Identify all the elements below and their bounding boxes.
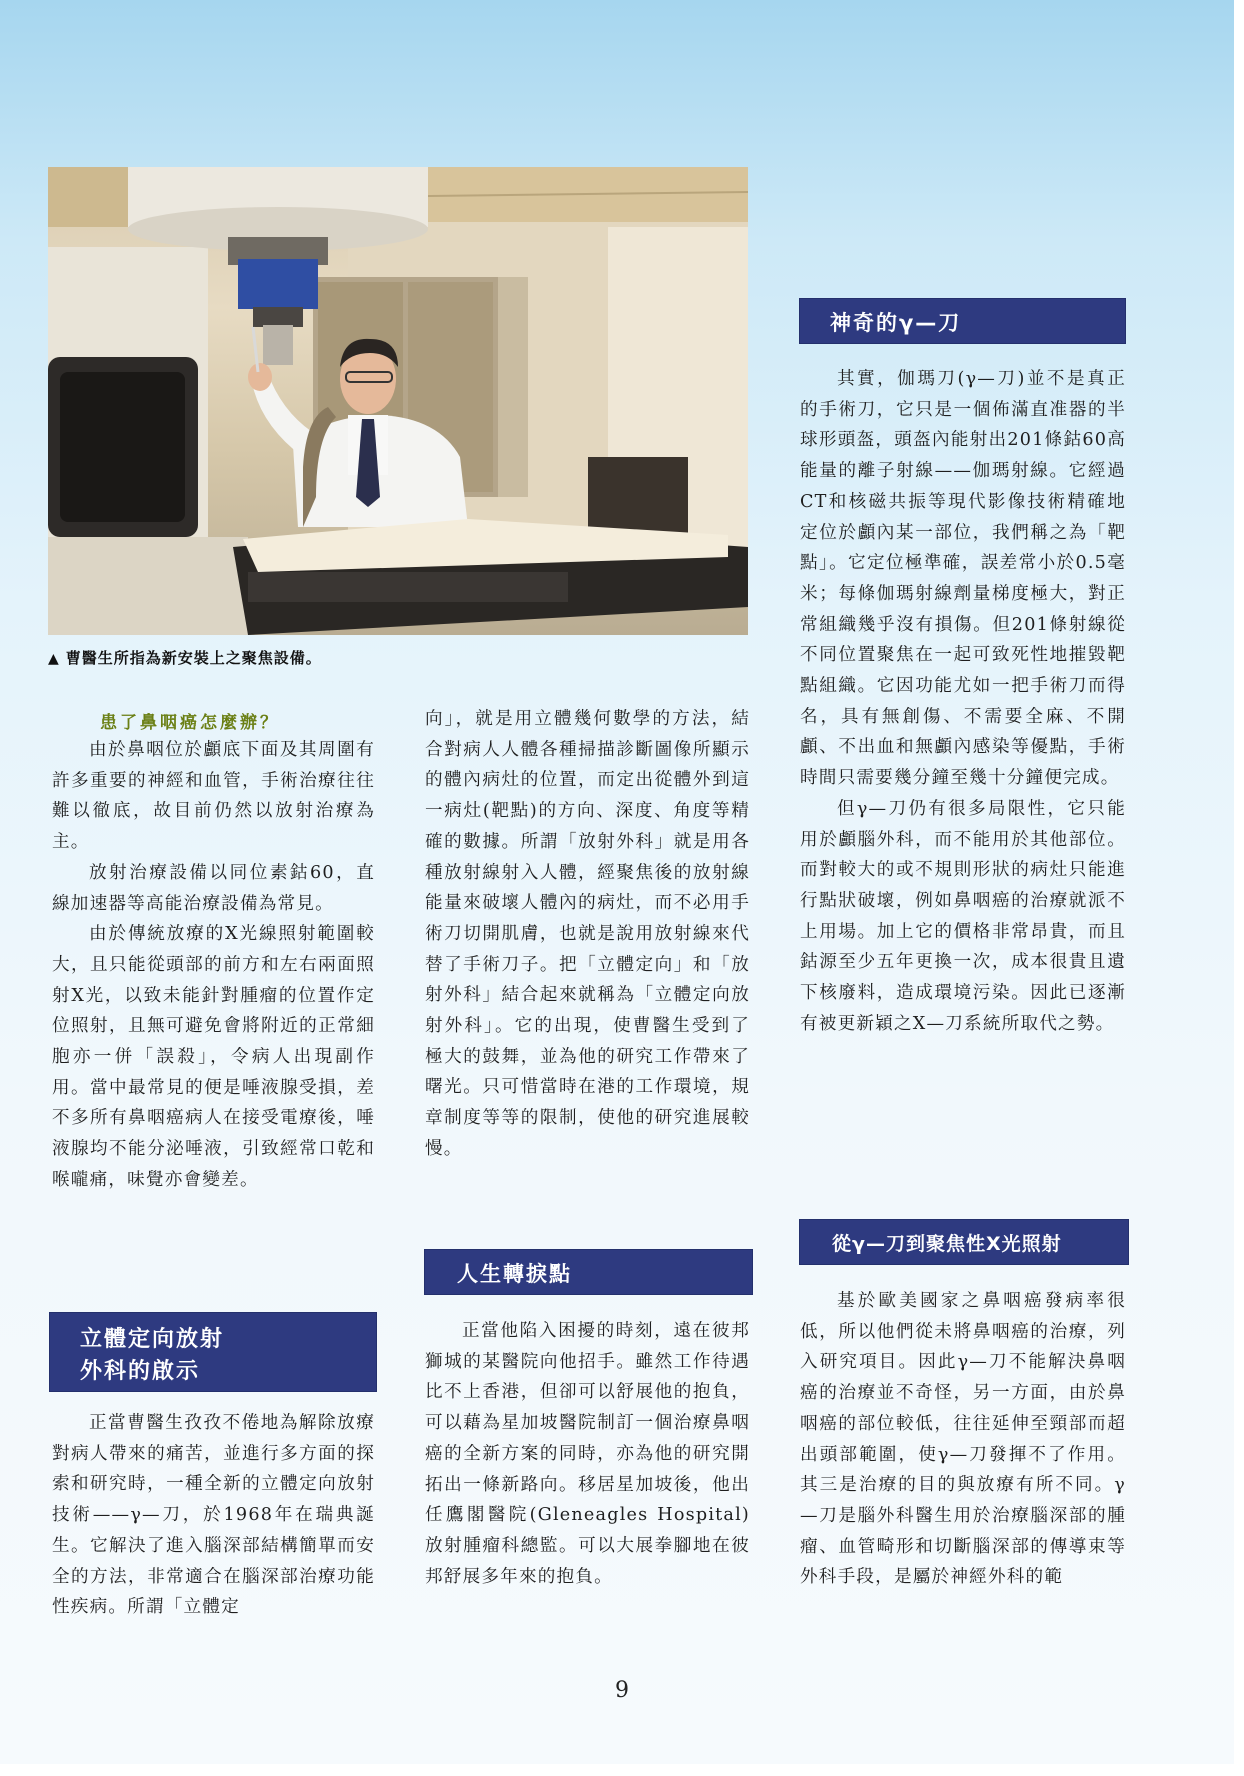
col3-paragraph-2: 但γ—刀仍有很多局限性，它只能用於顱腦外科，而不能用於其他部位。而對較大的或不規則形狀的病灶只能進行點狀破壞，例如鼻咽癌的治療就派不上用場。加上它的價格非常昂貴，而且鈷源至少五年更換一次，成本很貴且遺下核廢料，造成環境污染。因此已逐漸有被更新穎之X—刀系統所取代之勢。 <box>800 798 1126 1034</box>
doctor-photo <box>48 167 748 635</box>
col3-heading2: 從γ—刀到聚焦性X光照射 <box>832 1233 1062 1255</box>
caption-marker: ▲ <box>48 651 60 667</box>
col1-paragraph-2: 放射治療設備以同位素鈷60，直線加速器等高能治療設備為常見。 <box>52 862 375 914</box>
col1-paragraph-4: 正當曹醫生孜孜不倦地為解除放療對病人帶來的痛苦，並進行多方面的探索和研究時，一種全新的立體定向放射技術——γ—刀，於1968年在瑞典誕生。它解決了進入腦深部結構簡單而安全的方法，非常適合在腦深部治療功能性疾病。所謂「立體定 <box>52 1413 375 1618</box>
col1-heading-line2: 外科的啟示 <box>80 1359 201 1384</box>
caption-text: 曹醫生所指為新安裝上之聚焦設備。 <box>65 649 322 667</box>
col3-text-2 <box>800 1286 1126 1593</box>
page-edge-bottom <box>0 1764 1244 1776</box>
col3-heading2-box <box>800 1220 1128 1264</box>
col3-paragraph-1: 其實，伽瑪刀(γ—刀)並不是真正的手術刀，它只是一個佈滿直准器的半球形頭盔，頭盔內能射出201條鈷60高能量的離子射線——伽瑪射線。它經過CT和核磁共振等現代影像技術精確地定位於顱內某一部位，我們稱之為「靶點」。它定位極準確，誤差常小於0.5毫米；每條伽瑪射線劑量梯度極大，對正常組織幾乎沒有損傷。但201條射線從不同位置聚焦在一起可致死性地摧毀靶點組織。它因功能尤如一把手術刀而得名，具有無創傷、不需要全麻、不開顱、不出血和無顱內感染等優點，手術時間只需要幾分鐘至幾十分鐘便完成。 <box>800 369 1126 789</box>
col3-paragraph-3: 基於歐美國家之鼻咽癌發病率很低，所以他們從未將鼻咽癌的治療，列入研究項目。因此γ—刀不能解決鼻咽癌的治療並不奇怪，另一方面，由於鼻咽癌的部位較低，往往延伸至頸部而超出頭部範圍，使γ—刀發揮不了作用。其三是治療的目的與放療有所不同。γ—刀是腦外科醫生用於治療腦深部的腫瘤、血管畸形和切斷腦深部的傳導束等外科手段，是屬於神經外科的範 <box>800 1291 1126 1588</box>
col3-heading: 神奇的γ—刀 <box>830 311 962 335</box>
col3-heading-box <box>800 299 1125 343</box>
col1-text <box>52 735 375 1196</box>
col2-heading-box <box>425 1250 752 1294</box>
photo-caption <box>48 647 322 668</box>
col2-heading: 人生轉捩點 <box>457 1262 572 1286</box>
page-edge <box>1234 0 1244 1776</box>
col2-text-2 <box>425 1316 750 1592</box>
col1-heading-box <box>50 1313 376 1391</box>
col2-paragraph-1: 向」，就是用立體幾何數學的方法，結合對病人人體各種掃描診斷圖像所顯示的體內病灶的位置，而定出從體外到這一病灶(靶點)的方向、深度、角度等精確的數據。所謂「放射外科」就是用各種放射線射入人體，經聚焦後的放射線能量來破壞人體內的病灶，而不必用手術刀切開肌膚，也就是說用放射線來代替了手術刀子。把「立體定向」和「放射外科」結合起來就稱為「立體定向放射外科」。它的出現，使曹醫生受到了極大的鼓舞，並為他的研究工作帶來了曙光。只可惜當時在港的工作環境，規章制度等等的限制，使他的研究進展較慢。 <box>425 709 750 1159</box>
col1-subheading: 患了鼻咽癌怎麼辦？ <box>100 713 280 733</box>
photo-illustration <box>48 167 748 635</box>
col1-heading-line1: 立體定向放射 <box>80 1327 225 1352</box>
col1-text-2 <box>52 1408 375 1623</box>
page-number: 9 <box>615 1678 629 1703</box>
col1-paragraph-3: 由於傳統放療的X光線照射範圍較大，且只能從頭部的前方和左右兩面照射X光，以致未能針對腫瘤的位置作定位照射，且無可避免會將附近的正常細胞亦一併「誤殺」，令病人出現副作用。當中最常見的便是唾液腺受損，差不多所有鼻咽癌病人在接受電療後，唾液腺均不能分泌唾液，引致經常口乾和喉嚨痛，味覺亦會變差。 <box>52 924 375 1190</box>
col2-paragraph-2: 正當他陷入困擾的時刻，遠在彼邦獅城的某醫院向他招手。雖然工作待遇比不上香港，但卻可以舒展他的抱負，可以藉為星加坡醫院制訂一個治療鼻咽癌的全新方案的同時，亦為他的研究開拓出一條新路向。移居星加坡後，他出任鷹閣醫院(Gleneagles Hospital)放射腫瘤科總監。可以大展拳腳地在彼邦舒展多年來的抱負。 <box>425 1321 750 1587</box>
col1-paragraph-1: 由於鼻咽位於顱底下面及其周圍有許多重要的神經和血管，手術治療往往難以徹底，故目前仍然以放射治療為主。 <box>52 740 375 853</box>
col3-text <box>800 364 1126 1039</box>
col2-text <box>425 704 750 1165</box>
